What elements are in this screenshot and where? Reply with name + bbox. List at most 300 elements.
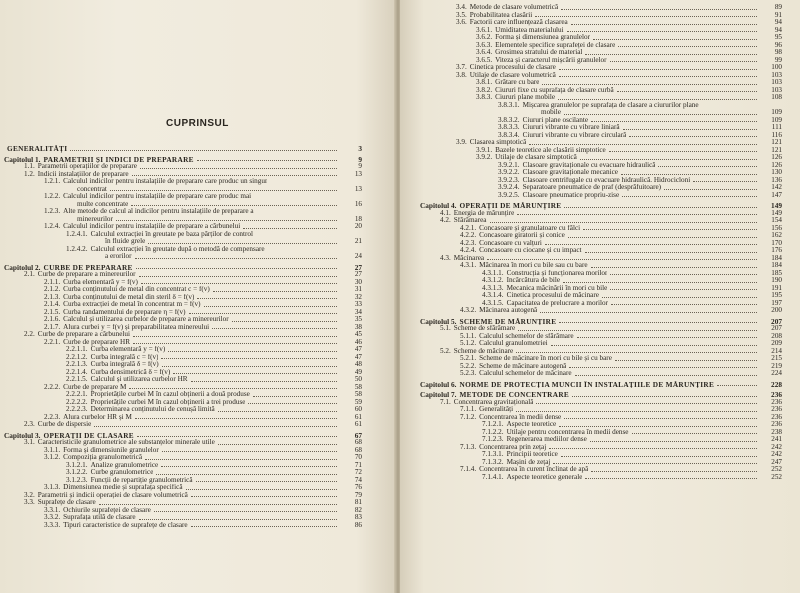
dot-leader [212,328,337,329]
entry-title: Măcinarea în mori cu bile sau cu bare [479,262,588,269]
entry-number: 2.1. [24,270,35,278]
entry-title: Calculul granulometriei [479,340,548,347]
entry-title: Concentrarea în curent înclinat de apă [479,466,589,473]
entry-title: Bazele teoretice ale clasării simptotice [495,146,606,154]
dot-leader [558,99,757,100]
toc-entry [0,421,396,429]
page-number: 61 [354,412,362,421]
entry-title: mobile [541,109,561,116]
entry-number: 2.2.1. [44,337,61,346]
dot-leader [148,243,337,244]
page-number: 238 [771,427,782,436]
page-number: 224 [771,369,782,377]
entry-number: 3.1.2.3. [66,475,88,484]
dot-leader [572,396,757,397]
entry-number: 3.2. [24,490,35,499]
dot-leader [590,441,757,442]
entry-title: Curbe de preparare a cărbunelui [37,331,130,338]
dot-leader [145,459,337,460]
entry-title: Concentrarea gravitațională [453,398,534,406]
dot-leader [564,207,757,208]
page-number: 252 [771,465,782,473]
entry-number: 4.3.1.1. [482,268,504,277]
dot-leader [218,411,337,412]
page-number: 103 [771,78,782,86]
entry-title: Probabilitatea clasării [469,11,533,19]
chapter-entry [0,432,396,440]
page-number: 86 [354,520,362,529]
dot-leader [140,168,337,169]
page-number: 121 [771,138,782,146]
toc-entry [400,466,800,474]
page-number: 109 [771,108,782,116]
dot-leader [617,91,757,92]
page-title: CUPRINSUL [166,118,229,129]
entry-title: Curba elementară y = f(v) [90,346,166,353]
entry-number: 4.3.1. [460,261,477,269]
entry-title: Ciururi fixe cu suprafața de clasare curbă [495,86,614,94]
entry-number: 3.9.2.5. [498,190,520,199]
dot-leader [529,144,757,145]
page-number: 236 [771,412,782,421]
toc-entry [400,192,800,200]
dot-leader [213,291,337,292]
dot-leader [191,496,337,497]
toc-entry [400,451,800,459]
page-number: 142 [771,183,782,191]
dot-leader [490,222,757,223]
entry-title: Curba integrală δ = f(v) [90,361,159,368]
toc-entry [0,193,396,201]
dot-leader [232,321,337,322]
entry-title: Scheme de măcinare [453,347,514,355]
page-number: 33 [354,300,362,308]
entry-number: 4.3.1.2. [482,276,504,284]
entry-number: 3.6. [456,18,467,26]
page-number: 81 [354,498,362,506]
dot-leader [161,358,337,359]
entry-number: 3.1.2.1. [66,460,88,469]
dot-leader [610,274,757,275]
entry-title: Generalități [479,406,514,413]
entry-title: Principii teoretice [506,451,558,458]
entry-number: 2.1.6. [44,315,61,323]
page-number: 197 [771,298,782,307]
toc-entry [400,87,800,95]
right-page [400,0,800,593]
toc-left-list [0,142,396,529]
entry-number: 1.2.1. [44,177,61,185]
toc-entry [400,27,800,35]
entry-number: 3.8.1. [476,78,493,86]
dot-leader [693,181,757,182]
page-number: 58 [354,390,362,398]
toc-entry [400,109,800,117]
toc-entry [0,163,396,171]
entry-number: 3.1.2. [44,453,61,461]
page-number: 32 [354,292,362,301]
entry-number: 2.2.1.4. [66,367,88,376]
dot-leader [559,76,757,77]
page-number: 215 [771,354,782,362]
toc-entry [0,484,396,492]
toc-entry [400,102,800,110]
entry-number: 3.8.2. [476,85,493,94]
dot-leader [553,463,757,464]
dot-leader [186,489,337,490]
toc-entry [400,277,800,285]
dot-leader [618,46,757,47]
entry-number: 2.1.5. [44,307,61,316]
toc-entry [400,147,800,155]
entry-title: Viteza și caracterul mișcării granulelor [495,56,607,64]
dot-leader [563,282,757,283]
entry-number: 7.1. [440,397,451,406]
page-number: 111 [771,123,782,131]
entry-title: OPERAȚII DE MĂRUNȚIRE [459,202,562,210]
entry-title: Curba densimetrică δ = f(v) [90,368,171,376]
dot-leader [517,214,757,215]
entry-title: Concentrarea în medii dense [479,413,562,421]
dot-leader [591,121,757,122]
toc-entry [400,474,800,482]
entry-title: OPERAȚII DE CLASARE [43,431,134,439]
toc-entry [400,292,800,300]
entry-number: 3.6.5. [476,55,493,64]
page-number: 59 [354,397,362,406]
page-number: 185 [771,268,782,277]
dot-leader [632,433,758,434]
entry-number: 1.1. [24,162,35,170]
dot-leader [248,403,337,404]
entry-number: 4.1. [440,208,451,217]
entry-number: 3.9.2.3. [498,175,520,184]
entry-title: minereurilor [77,215,113,223]
entry-number: 2.1.2. [44,285,61,293]
entry-title: Concasoare cu ciocane și cu impact [479,247,582,254]
toc-entry [0,522,396,530]
entry-title: Clasoare pneumatice propriu-zise [522,191,620,199]
entry-title: Sfărâmarea [453,217,487,224]
toc-entry [400,94,800,102]
page-number: 236 [771,420,782,428]
page-number: 13 [354,184,362,193]
entry-number: 3.9.2.2. [498,168,520,176]
dot-leader [580,159,757,160]
page-number: 48 [354,360,362,368]
toc-entry [400,34,800,42]
entry-number: 4.3. [440,253,451,262]
entry-title: multe concentrate [77,200,129,208]
page-number: 156 [771,223,782,232]
dot-leader [591,471,757,472]
page-number: 34 [354,307,362,316]
entry-number: 2.1.1. [44,277,61,286]
toc-entry [400,340,800,348]
page-number: 242 [771,442,782,451]
page-number: 184 [771,253,782,262]
page-number: 50 [354,375,362,383]
page-number: 60 [354,405,362,413]
dot-leader [561,456,757,457]
entry-title: Curbe granulometrice [90,469,154,476]
entry-number: 3.8.3.1. [498,100,520,109]
dot-leader [135,418,337,419]
toc-entry [400,49,800,57]
toc-entry [400,210,800,218]
entry-title: Curbe de preparare HR [63,338,131,346]
dot-leader [99,504,337,505]
toc-entry [400,117,800,125]
entry-number: 4.3.1.5. [482,298,504,307]
dot-leader [516,411,757,412]
dot-leader [615,360,757,361]
page-number: 79 [354,490,362,499]
entry-title: Energia de mărunțire [453,209,515,217]
dot-leader [610,61,758,62]
toc-entry [400,370,800,378]
entry-number: 4.2. [440,216,451,224]
toc-entry [400,307,800,315]
entry-number: 2.2.2. [44,382,61,391]
entry-number: 5.2.2. [460,361,477,370]
entry-number: 1.2.3. [44,207,61,215]
entry-number: 7.1.2.3. [482,435,504,443]
dot-leader [611,304,757,305]
entry-number: Capitolul 4. [420,201,457,210]
entry-number: 2.2.3. [44,412,61,421]
dot-leader [593,39,757,40]
page-number: 9 [358,162,362,170]
entry-number: 5.1. [440,324,451,332]
dot-leader [549,448,757,449]
page-number: 176 [771,246,782,254]
entry-title: Dimensiunea medie și suprafața specifică [63,484,183,491]
page-number: 70 [354,453,362,461]
entry-number: 4.2.2. [460,231,477,239]
toc-entry [0,324,396,332]
entry-title: Calculul schemelor de sfărâmare [479,332,574,340]
page-number: 108 [771,93,782,101]
page-number: 236 [771,397,782,406]
entry-title: Clasoare gravitaționale cu evacuare hidraulică [522,161,656,169]
page-number: 9 [358,154,362,164]
dot-leader [189,313,337,314]
toc-entry [0,391,396,399]
entry-number: 2.2.1.5. [66,375,88,383]
dot-leader [561,9,757,10]
toc-entry [0,384,396,392]
dot-leader [70,150,337,151]
page-number: 94 [774,25,782,34]
entry-title: Aspecte teoretice generale [506,473,583,481]
entry-title: Calculul indicilor pentru instalațiile de preparare a cărbunelui [63,223,241,230]
toc-entry [400,19,800,27]
entry-number: 4.2.1. [460,223,477,232]
entry-number: 4.2.4. [460,246,477,254]
entry-title: Utilaje pentru concentrarea în medii dense [506,428,629,436]
dot-leader [717,385,757,386]
dot-leader [139,276,337,277]
toc-entry [0,339,396,347]
page-number: 68 [354,438,362,446]
entry-title: Clasoare gravitaționale mecanice [522,169,618,176]
chapter-entry [0,145,396,153]
entry-number: 5.1.1. [460,331,477,340]
toc-entry [400,270,800,278]
entry-title: Proprietățile curbei M în cazul obținerii a două produse [90,391,250,398]
entry-title: Curbe de dispersie [37,421,92,428]
entry-number: 7.1.2. [460,412,477,421]
dot-leader [623,129,757,130]
page-number: 27 [354,262,362,272]
entry-title: PARAMETRII ȘI INDICI DE PREPARARE [43,155,194,163]
entry-title: Mecanica măcinării în mori cu bile [506,284,608,292]
entry-number: 1.2.2. [44,192,61,200]
dot-leader [136,268,337,269]
entry-number: 2.2.1.3. [66,360,88,368]
page-number: 184 [771,261,782,269]
entry-title: Curbe de preparare M [63,383,127,391]
page-number: 149 [771,201,782,210]
entry-number: 2.1.7. [44,322,61,331]
entry-title: Calculul și utilizarea curbelor de preparare a minereurilor [63,316,229,323]
toc-entry [0,414,396,422]
entry-number: 3.8.3.3. [498,123,520,131]
chapter-entry [400,202,800,210]
entry-title: Forma și dimensiunile granulelor [63,446,159,454]
entry-number: 2.2.2.2. [66,397,88,406]
entry-title: Proprietățile curbei M în cazul obținerii a trei produse [90,398,246,406]
entry-title: Concasoare giratorii și conice [479,232,565,239]
dot-leader [658,166,757,167]
page-number: 242 [771,450,782,458]
toc-right-list [400,4,800,481]
entry-number: Capitolul 3. [4,430,41,440]
page-number: 103 [771,70,782,79]
entry-title: GENERALITĂȚI [7,145,68,153]
dot-leader [571,24,757,25]
entry-number: 1.2.4.1. [66,229,88,238]
page-number: 162 [771,231,782,239]
entry-number: 4.2.3. [460,238,477,247]
dot-leader [569,367,757,368]
dot-leader [559,322,757,323]
dot-leader [191,381,337,382]
entry-number: 3.8. [456,70,467,79]
page-number: 49 [354,367,362,376]
entry-title: Suprafața utilă de clasare [63,514,136,521]
entry-number: 5.1.2. [460,339,477,347]
dot-leader [577,337,757,338]
entry-title: concentrat [77,185,107,193]
page-number: 16 [354,199,362,208]
dot-leader [559,426,757,427]
page-number: 214 [771,346,782,355]
toc-entry [400,184,800,192]
page-number: 13 [354,169,362,178]
entry-title: Aspecte teoretice [506,421,557,428]
dot-leader [564,418,757,419]
entry-number: 3.6.4. [476,48,493,56]
page-number: 126 [771,153,782,161]
entry-number: 3.1.3. [44,483,61,491]
dot-leader [243,228,337,229]
entry-number: Capitolul 6. [420,379,457,389]
entry-title: Calculul indicilor pentru instalațiile de preparare care produc mai [63,193,252,200]
page-number: 67 [354,430,362,440]
toc-entry [0,399,396,407]
page-number: 130 [771,168,782,176]
toc-entry [400,42,800,50]
toc-entry [0,492,396,500]
page-number: 208 [771,331,782,340]
entry-title: NORME DE PROTECȚIA MUNCII ÎN INSTALAȚIILE DE MĂRUNȚIRE [459,380,715,388]
entry-number: 3.6.1. [476,25,493,34]
page-number: 21 [354,237,362,245]
page-number: 3 [358,144,362,153]
dot-leader [535,16,757,17]
entry-title: Calculul indicilor pentru instalațiile de preparare care produc un singur [63,178,268,185]
entry-title: Scheme de măcinare în mori cu bile și cu bare [479,355,612,362]
entry-number: 2.2.2.1. [66,390,88,398]
entry-title: a erorilor [105,253,132,260]
toc-entry [0,223,396,231]
entry-number: 2.1.3. [44,292,61,301]
page-number: 83 [354,513,362,521]
entry-title: Caracteristicile granulometrice ale substanțelor minerale utile [37,439,215,446]
entry-number: 3.9.2.1. [498,160,520,169]
dot-leader [168,351,337,352]
entry-title: CURBE DE PREPARARE [43,263,133,271]
toc-entry [0,361,396,369]
entry-title: Funcții de repartiție granulometrică [90,476,193,484]
entry-title: Capacitatea de prelucrare a morilor [506,299,608,307]
entry-number: 7.1.3. [460,442,477,451]
entry-title: Curba integrală c = f(v) [90,353,159,361]
page-number: 109 [771,115,782,124]
entry-title: Mișcarea granulelor pe suprafața de clasare a ciururilor plane [522,101,699,109]
page-number: 209 [771,339,782,347]
page-number: 24 [354,252,362,260]
page-number: 236 [771,405,782,413]
entry-number: 3.5. [456,10,467,19]
toc-entry [0,346,396,354]
entry-number: 2.1.4. [44,300,61,308]
dot-leader [622,196,757,197]
entry-title: Cinetica procesului de clasare [469,64,556,71]
entry-number: Capitolul 1. [4,154,41,164]
entry-number: 7.1.3.2. [482,457,504,466]
entry-number: 1.2. [24,169,35,178]
entry-title: Alura curbelor HR și M [63,413,132,421]
entry-title: Factorii care influențează clasarea [469,19,568,26]
toc-entry [0,354,396,362]
entry-title: Ciururi plane oscilante [522,116,589,124]
entry-title: Suprafețe de clasare [37,499,96,506]
entry-number: 3.9.1. [476,145,493,154]
entry-title: Scheme de măcinare autogenă [479,362,567,370]
page-number: 103 [771,85,782,94]
entry-title: Metode de clasare volumetrică [469,4,559,11]
dot-leader [204,306,337,307]
page-number: 95 [774,33,782,41]
page-number: 252 [771,472,782,481]
entry-title: Construcția și funcționarea morilor [506,269,608,277]
entry-number: 3.6.3. [476,40,493,49]
toc-entry [400,139,800,147]
entry-title: Cinetica procesului de măcinare [506,292,599,299]
